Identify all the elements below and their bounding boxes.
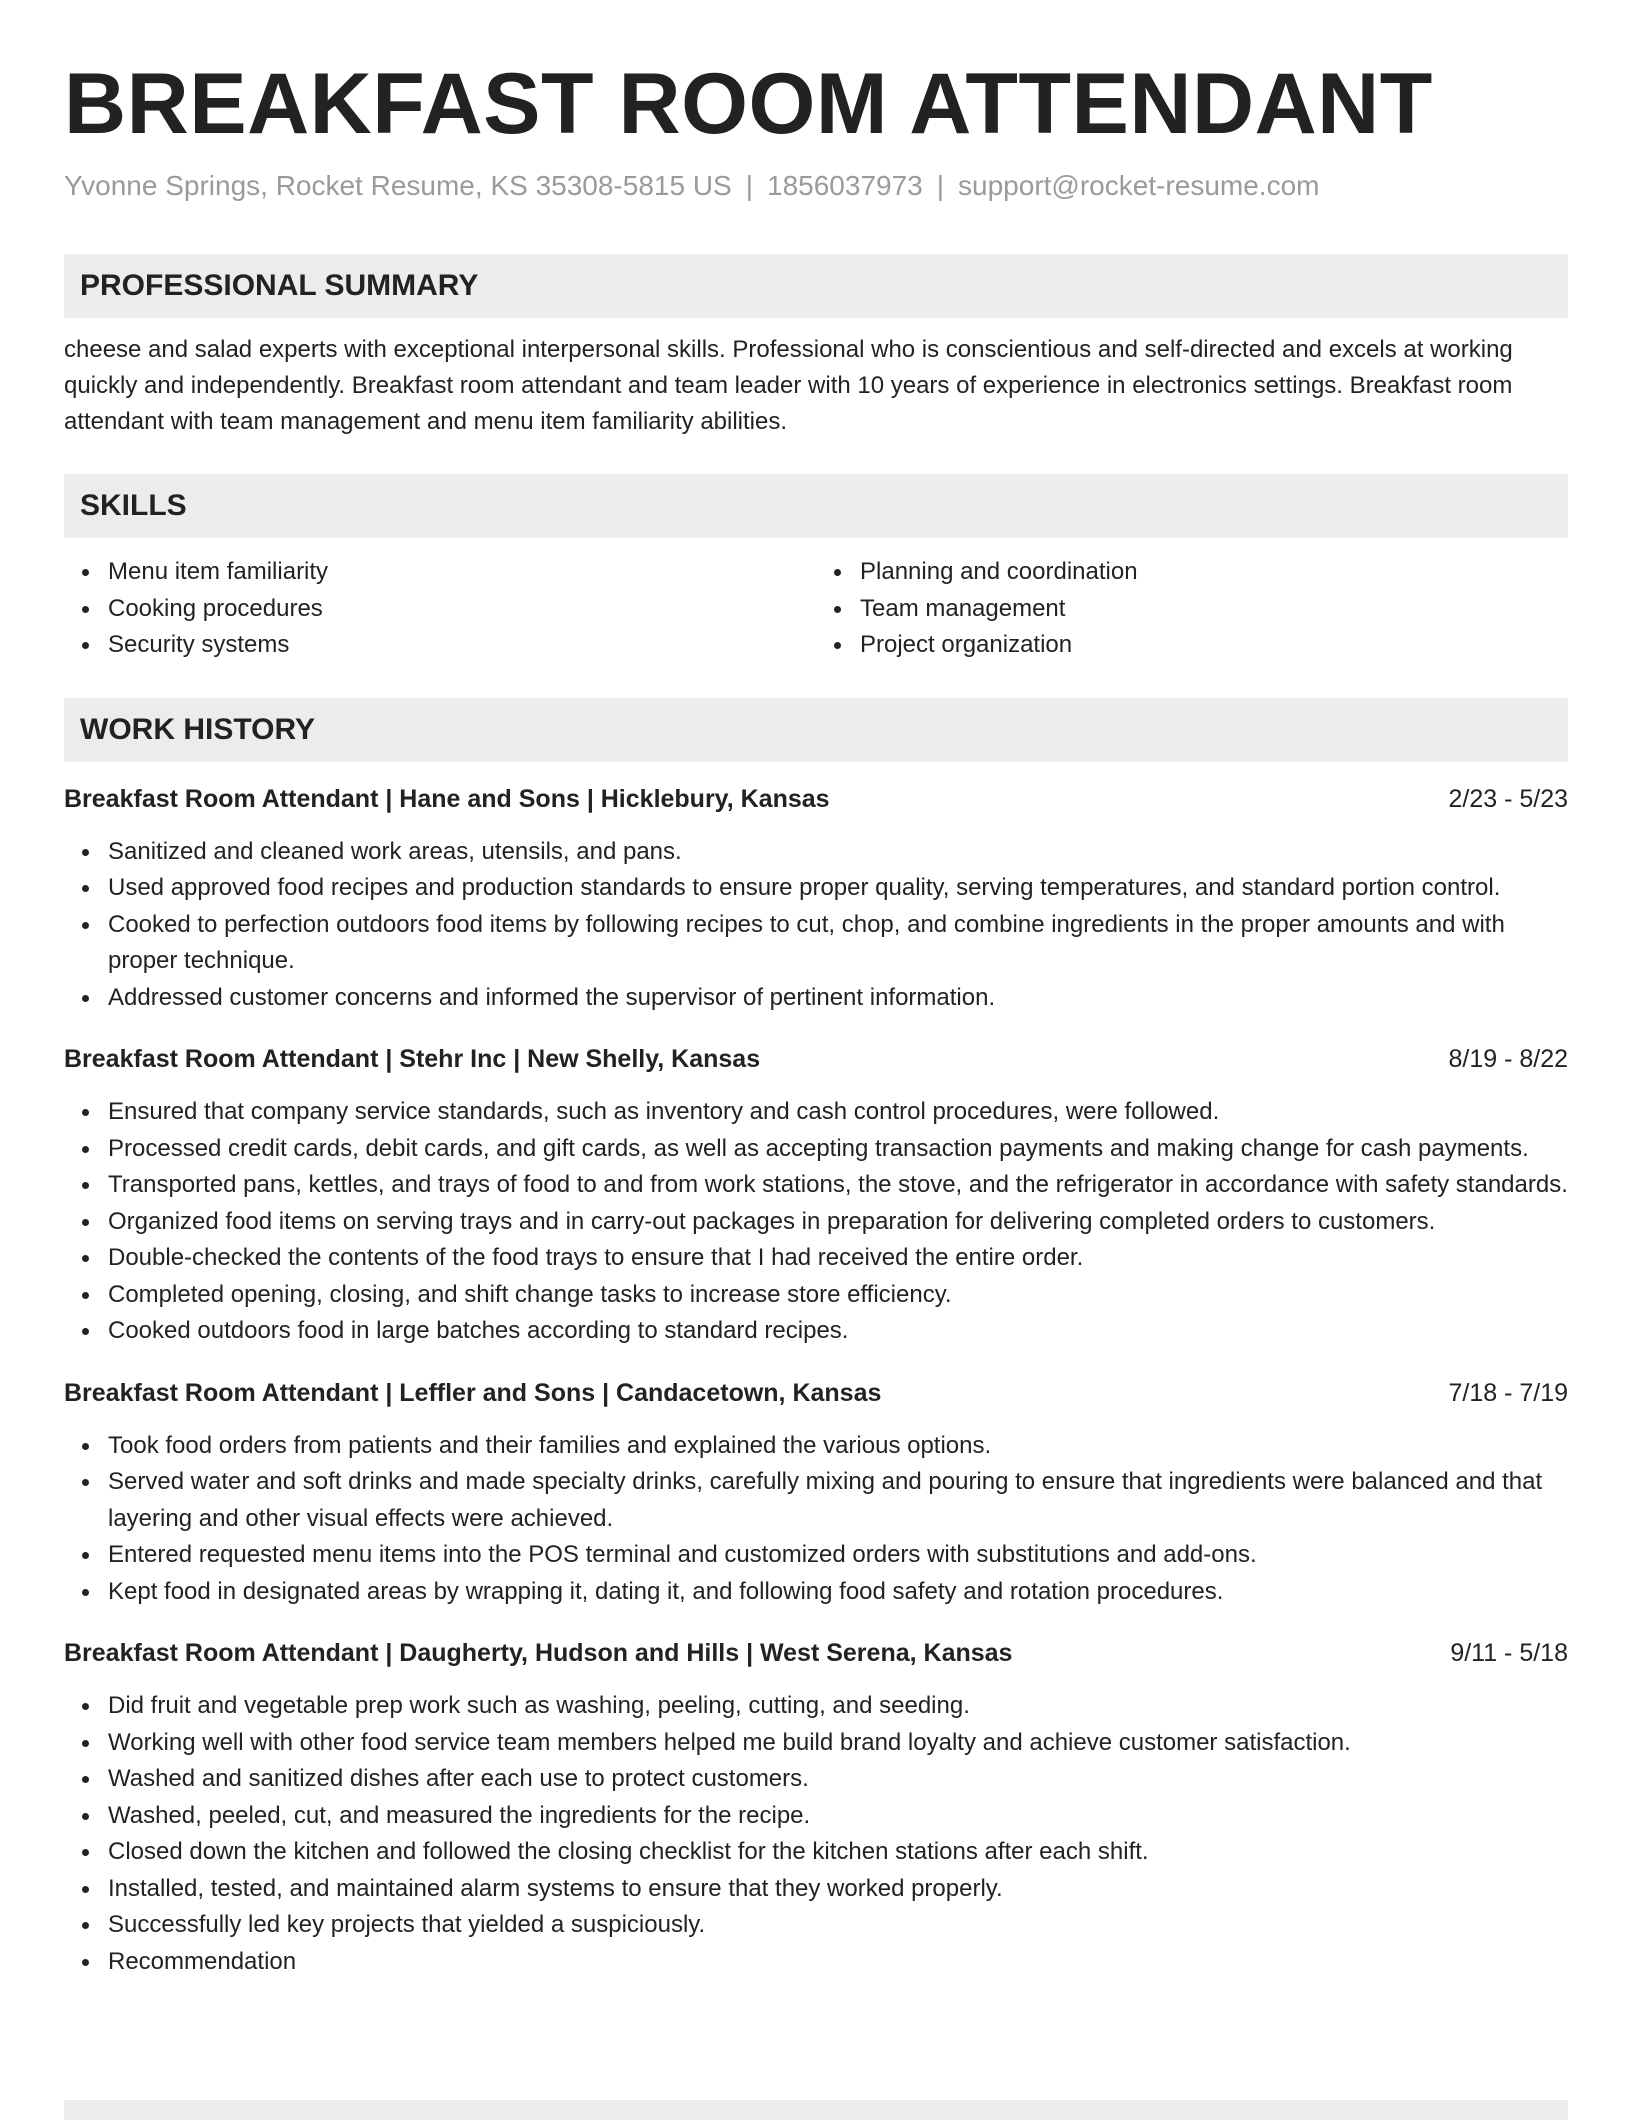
skill-item: Team management <box>860 591 1568 628</box>
job-duty: Kept food in designated areas by wrapping it, dating it, and following food safety and rotation procedures. <box>108 1574 1568 1611</box>
job-duties <box>64 1688 1568 1980</box>
job-duty: Working well with other food service team members helped me build brand loyalty and achieve customer satisfaction. <box>108 1725 1568 1762</box>
job-duty: Recommendation <box>108 1944 1568 1981</box>
job-duties <box>64 1428 1568 1611</box>
job-header <box>64 782 1568 816</box>
job-duty: Took food orders from patients and their families and explained the various options. <box>108 1428 1568 1465</box>
job-title: Breakfast Room Attendant | Stehr Inc | New Shelly, Kansas <box>64 1045 761 1073</box>
skill-item: Cooking procedures <box>108 591 816 628</box>
job-duties <box>64 834 1568 1017</box>
job-title: Breakfast Room Attendant | Daugherty, Hudson and Hills | West Serena, Kansas <box>64 1639 1013 1667</box>
summary-heading: PROFESSIONAL SUMMARY <box>64 254 1568 318</box>
skills-heading: SKILLS <box>64 474 1568 538</box>
job-entry <box>64 782 1568 1017</box>
skill-item: Project organization <box>860 627 1568 664</box>
job-duties <box>64 1094 1568 1350</box>
skill-item: Planning and coordination <box>860 554 1568 591</box>
work-history-heading: WORK HISTORY <box>64 698 1568 762</box>
contact-line <box>64 168 1568 204</box>
job-duty: Washed and sanitized dishes after each use to protect customers. <box>108 1761 1568 1798</box>
contact-phone: 1856037973 <box>767 170 923 201</box>
skills-list-left <box>64 554 816 664</box>
job-duty: Sanitized and cleaned work areas, utensils, and pans. <box>108 834 1568 871</box>
job-dates: 7/18 - 7/19 <box>1448 1378 1568 1407</box>
job-duty: Successfully led key projects that yielded a suspiciously. <box>108 1907 1568 1944</box>
job-duty: Transported pans, kettles, and trays of food to and from work stations, the stove, and the refrigerator in accordance with safety standards. <box>108 1167 1568 1204</box>
job-entry <box>64 1042 1568 1350</box>
job-header <box>64 1376 1568 1410</box>
job-duty: Completed opening, closing, and shift change tasks to increase store efficiency. <box>108 1277 1568 1314</box>
job-title: Breakfast Room Attendant | Leffler and Sons | Candacetown, Kansas <box>64 1378 882 1407</box>
contact-address: Yvonne Springs, Rocket Resume, KS 35308-5815 US <box>64 170 732 201</box>
job-duty: Closed down the kitchen and followed the closing checklist for the kitchen stations after each shift. <box>108 1834 1568 1871</box>
job-duty: Served water and soft drinks and made specialty drinks, carefully mixing and pouring to ensure that ingredients were balanced and that layering and other visual effects were achieved. <box>108 1464 1568 1537</box>
job-dates: 9/11 - 5/18 <box>1450 1639 1568 1667</box>
job-duty: Washed, peeled, cut, and measured the ingredients for the recipe. <box>108 1798 1568 1835</box>
job-duty: Ensured that company service standards, such as inventory and cash control procedures, were followed. <box>108 1094 1568 1131</box>
job-header <box>64 1042 1568 1076</box>
skills-list-right <box>816 554 1568 664</box>
contact-separator: | <box>936 170 945 201</box>
summary-text: cheese and salad experts with exceptional interpersonal skills. Professional who is conscientious and self-directed and excels at working quickly and independently. Breakfast room attendant and team leader with 10 years of experience in electronics settings. Breakfast room attendant with team management and menu item familiarity abilities. <box>64 336 1513 435</box>
job-entry <box>64 1376 1568 1611</box>
job-duty: Processed credit cards, debit cards, and gift cards, as well as accepting transaction payments and making change for cash payments. <box>108 1131 1568 1168</box>
contact-email: support@rocket-resume.com <box>958 170 1320 201</box>
job-dates: 8/19 - 8/22 <box>1448 1045 1568 1073</box>
job-duty: Entered requested menu items into the POS terminal and customized orders with substitutions and add-ons. <box>108 1537 1568 1574</box>
next-section-band <box>64 2100 1568 2120</box>
job-entry <box>64 1636 1568 1980</box>
job-duty: Organized food items on serving trays and in carry-out packages in preparation for delivering completed orders to customers. <box>108 1204 1568 1241</box>
contact-separator: | <box>745 170 754 201</box>
job-duty: Cooked outdoors food in large batches according to standard recipes. <box>108 1313 1568 1350</box>
job-duty: Installed, tested, and maintained alarm systems to ensure that they worked properly. <box>108 1871 1568 1908</box>
skills-grid <box>64 554 1568 664</box>
skill-item: Menu item familiarity <box>108 554 816 591</box>
job-duty: Cooked to perfection outdoors food items by following recipes to cut, chop, and combine ingredients in the proper amounts and with proper technique. <box>108 907 1568 980</box>
skill-item: Security systems <box>108 627 816 664</box>
job-duty: Did fruit and vegetable prep work such as washing, peeling, cutting, and seeding. <box>108 1688 1568 1725</box>
job-duty: Double-checked the contents of the food trays to ensure that I had received the entire order. <box>108 1240 1568 1277</box>
job-duty: Addressed customer concerns and informed the supervisor of pertinent information. <box>108 980 1568 1017</box>
job-duty: Used approved food recipes and production standards to ensure proper quality, serving temperatures, and standard portion control. <box>108 870 1568 907</box>
job-title: Breakfast Room Attendant | Hane and Sons | Hicklebury, Kansas <box>64 784 830 813</box>
job-dates: 2/23 - 5/23 <box>1448 784 1568 813</box>
resume-title: BREAKFAST ROOM ATTENDANT <box>64 56 1433 152</box>
job-header <box>64 1636 1568 1670</box>
